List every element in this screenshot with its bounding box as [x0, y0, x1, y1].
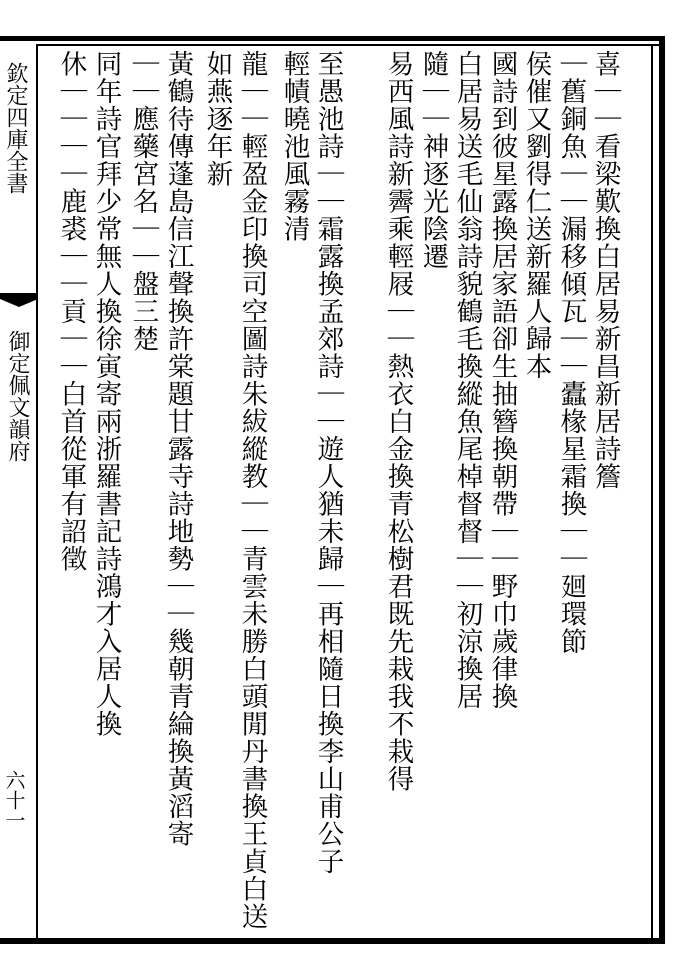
text-column-5: 白居易送毛仙翁詩貌鶴毛換縱魚尾棹督督｜｜初涼換居 [451, 50, 483, 710]
text-column-4: 國詩到彼星露換居家語卻生抽簪換朝帶｜｜野巾歲律換 [486, 50, 518, 710]
top-border-inner-rule [36, 44, 664, 46]
text-column-13: ｜｜應藥宮名｜｜盤三楚 [127, 50, 159, 353]
text-column-12: 黃鶴待傳蓬島信江聲換許棠題甘露寺詩地勢｜｜幾朝青綸換黃滔寄 [162, 50, 194, 848]
text-column-7: 易西風詩新霽乘輕屐｜｜熱衣白金換青松樹君既先栽我不栽得 [382, 50, 414, 793]
right-border-inner-rule [651, 44, 653, 940]
edge-volume-title: 御定佩文韻府 [5, 330, 30, 462]
text-column-14: 同年詩官拜少常無人換徐寅寄兩浙羅書記詩鴻才入居人換 [90, 50, 122, 738]
edge-book-title: 欽定四庫全書 [3, 62, 28, 194]
top-border-rule [0, 36, 664, 41]
text-column-8: 至愚池詩｜｜霜露換孟郊詩｜｜遊人猶未歸｜再相隨日換李山甫公子 [312, 50, 344, 875]
text-column-10: 龍｜｜輕盈金印換司空圖詩朱紱縱教｜｜青雲未勝白頭閒丹書換王貞白送 [236, 50, 268, 930]
text-column-9: 輕幘曉池風霧清 [278, 50, 310, 243]
text-column-1: 喜｜｜看梁歎換白居易新昌新居詩簷 [589, 50, 621, 490]
text-column-2: ｜舊銅魚｜｜漏移傾瓦｜｜蠹椽星霜換｜｜廻環節 [555, 50, 587, 655]
left-border-rule [36, 44, 38, 940]
page-number: 六十一 [2, 770, 26, 830]
bottom-border-rule [0, 938, 665, 944]
fishtail-mark [0, 292, 38, 304]
text-column-11: 如燕逐年新 [201, 50, 233, 188]
text-column-6: 隨｜｜神逐光陰遷 [417, 50, 449, 270]
right-border-rule [659, 36, 665, 944]
text-column-3: 侯催又劉得仁送新羅人歸本 [520, 50, 552, 380]
text-column-15: 休｜｜｜｜鹿裘｜｜貢｜｜白首從軍有詔徵 [55, 50, 87, 573]
